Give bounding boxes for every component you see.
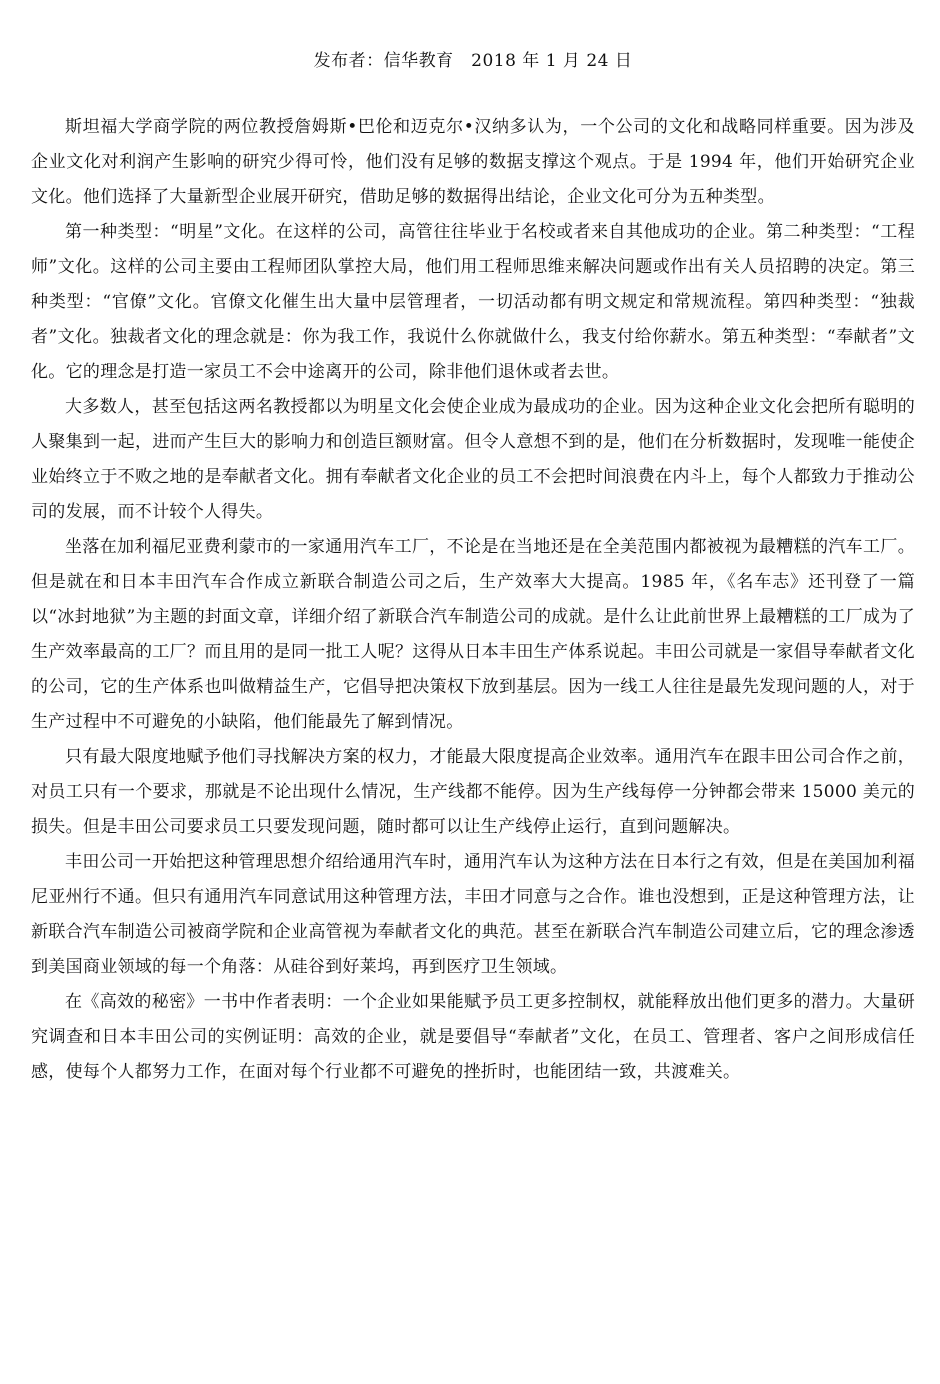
paragraph-2: 第一种类型：“明星”文化。在这样的公司，高管往往毕业于名校或者来自其他成功的企业。第二种类型：“工程师”文化。这样的公司主要由工程师团队掌控大局，他们用工程师思维来解决问题或作出有关人员招聘的决定。第三种类型：“官僚”文化。官僚文化催生出大量中层管理者，一切活动都有明文规定和常规流程。第四种类型：“独裁者”文化。独裁者文化的理念就是：你为我工作，我说什么你就做什么，我支付给你薪水。第五种类型：“奉献者”文化。它的理念是打造一家员工不会中途离开的公司，除非他们退休或者去世。 [31, 222, 915, 382]
paragraph-6: 丰田公司一开始把这种管理思想介绍给通用汽车时，通用汽车认为这种方法在日本行之有效，但是在美国加利福尼亚州行不通。但只有通用汽车同意试用这种管理方法，丰田才同意与之合作。谁也没想到，正是这种管理方法，让新联合汽车制造公司被商学院和企业高管视为奉献者文化的典范。甚至在新联合汽车制造公司建立后，它的理念渗透到美国商业领域的每一个角落：从硅谷到好莱坞，再到医疗卫生领域。 [31, 852, 915, 977]
paragraph-1: 斯坦福大学商学院的两位教授詹姆斯•巴伦和迈克尔•汉纳多认为，一个公司的文化和战略同样重要。因为涉及企业文化对利润产生影响的研究少得可怜，他们没有足够的数据支撑这个观点。于是 1994 年，他们开始研究企业文化。他们选择了大量新型企业展开研究，借助足够的数据得出结论，企业文化可分为五种类型。 [31, 117, 915, 207]
publisher-byline: 发布者：信华教育 2018 年 1 月 24 日 [313, 51, 633, 71]
paragraph-5: 只有最大限度地赋予他们寻找解决方案的权力，才能最大限度提高企业效率。通用汽车在跟丰田公司合作之前，对员工只有一个要求，那就是不论出现什么情况，生产线都不能停。因为生产线每停一分钟都会带来 15000 美元的损失。但是丰田公司要求员工只要发现问题，随时都可以让生产线停止运行，直到问题解决。 [31, 747, 915, 837]
article-page [31, 50, 915, 1090]
paragraph-4: 坐落在加利福尼亚费利蒙市的一家通用汽车工厂，不论是在当地还是在全美范围内都被视为最糟糕的汽车工厂。但是就在和日本丰田汽车合作成立新联合制造公司之后，生产效率大大提高。1985 年，《名车志》还刊登了一篇以“冰封地狱”为主题的封面文章，详细介绍了新联合汽车制造公司的成就。是什么让此前世界上最糟糕的工厂成为了生产效率最高的工厂？而且用的是同一批工人呢？这得从日本丰田生产体系说起。丰田公司就是一家倡导奉献者文化的公司，它的生产体系也叫做精益生产，它倡导把决策权下放到基层。因为一线工人往往是最先发现问题的人，对于生产过程中不可避免的小缺陷，他们能最先了解到情况。 [31, 537, 915, 732]
paragraph-3: 大多数人，甚至包括这两名教授都以为明星文化会使企业成为最成功的企业。因为这种企业文化会把所有聪明的人聚集到一起，进而产生巨大的影响力和创造巨额财富。但令人意想不到的是，他们在分析数据时，发现唯一能使企业始终立于不败之地的是奉献者文化。拥有奉献者文化企业的员工不会把时间浪费在内斗上，每个人都致力于推动公司的发展，而不计较个人得失。 [31, 397, 915, 522]
paragraph-7: 在《高效的秘密》一书中作者表明：一个企业如果能赋予员工更多控制权，就能释放出他们更多的潜力。大量研究调查和日本丰田公司的实例证明：高效的企业，就是要倡导“奉献者”文化，在员工、管理者、客户之间形成信任感，使每个人都努力工作，在面对每个行业都不可避免的挫折时，也能团结一致，共渡难关。 [31, 992, 915, 1082]
